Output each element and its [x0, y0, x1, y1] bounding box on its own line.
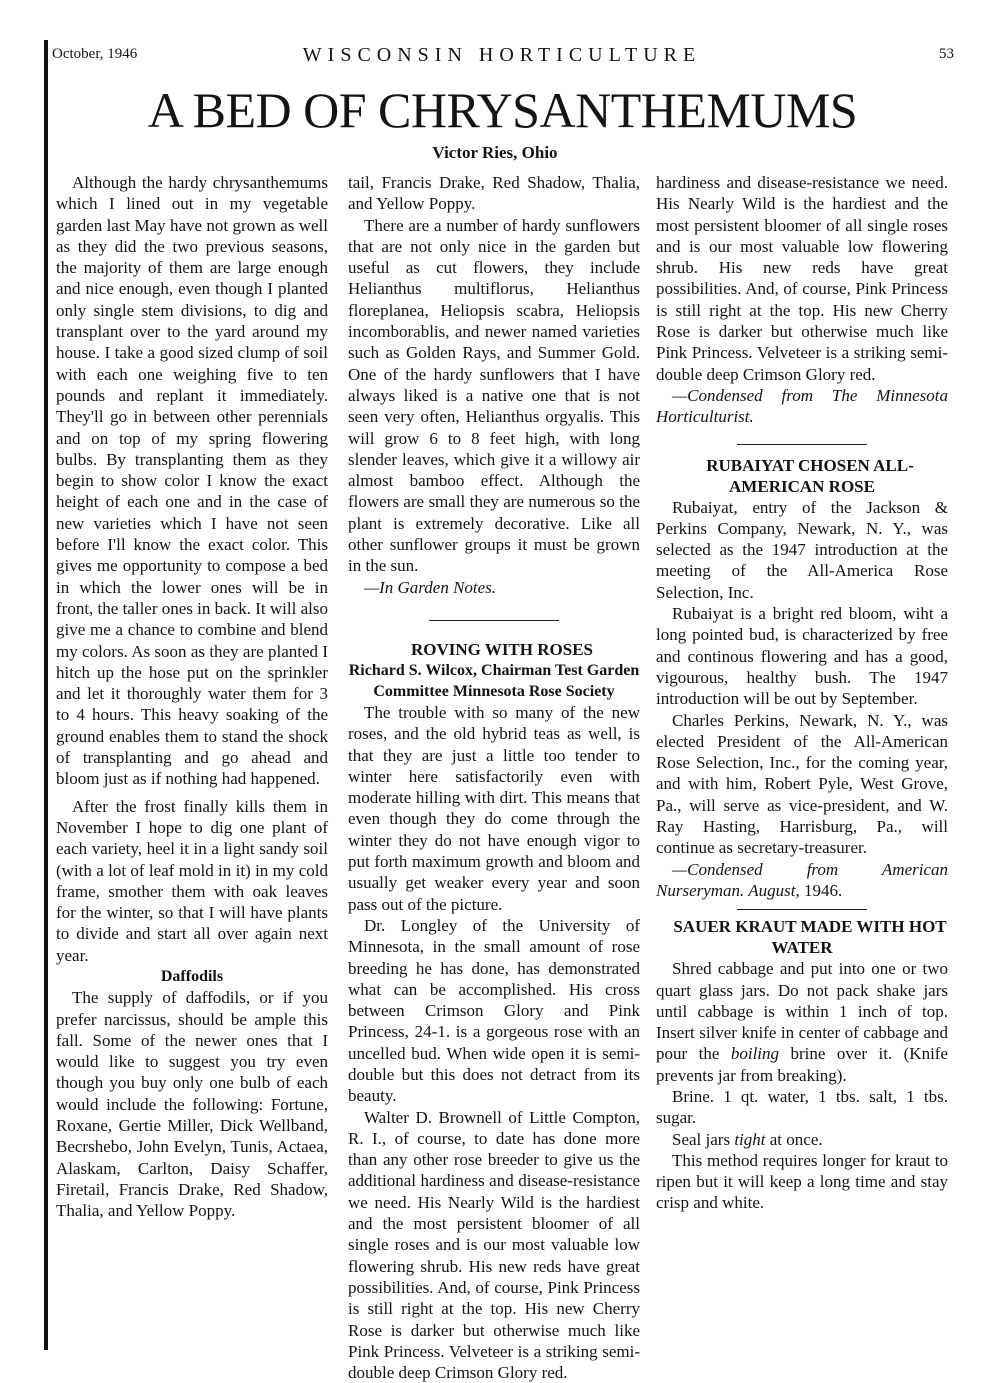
- credit-garden-notes: —In Garden Notes.: [364, 577, 497, 597]
- paragraph: There are a number of hardy sunflowers that are not only nice in the garden but useful as cut flowers, they include Helianthus multiflorus, Helianthus floreplanea, Heliopsis scabra, Heliopsis incomborablis, and newer named varieties such as Golden Rays, and Summer Gold. One of the hardy sunflowers that I have always liked is a native one that is not seen very often, Helianthus orgyalis. This will grow 6 to 8 feet high, with long slender leaves, which give it a willowy air almost bamboo effect. Although the flowers are small they are numerous so the plant is extremely decorative. Like all other sunflower groups it must be grown in the sun.: [348, 215, 640, 576]
- column-3: [656, 172, 948, 1214]
- paragraph: The trouble with so many of the new roses, and the old hybrid teas as well, is that they are just a little too tender to winter here satisfactorily even with moderate hilling with dirt. This means that even though they do come through the winter they do not have enough vigor to put forth maximum growth and bloom and usually get weaker every year and soon pass out of the picture.: [348, 702, 640, 914]
- running-header: [52, 46, 952, 72]
- column-1: [56, 172, 328, 1221]
- subheading-daffodils: Daffodils: [160, 967, 224, 985]
- paragraph: Although the hardy chrysanthemums which I lined out in my vegetable garden last May have not grown as well as they did the two previous seasons, the majority of them are large enough and nice enough, even though I planted only single stem divisions, to dig and transplant over to the yard around my house. I take a good sized clump of soil with each one weighing five to ten pounds and replant it immediately. They'll go in between other perennials and on top of my spring flowering bulbs. By transplanting them as they begin to show color I know the exact height of each one and in the case of new varieties which I have not seen before I'll know the exact color. This gives me opportunity to compose a bed in which the lower ones will be in front, the taller ones in back. It will also give me a chance to combine and blend my colors. As soon as they are planted I hitch up the hose put on the sprinkler and let it thoroughly water them for 3 to 4 hours. This heavy soaking of the ground enables them to stand the shock of transplanting and go ahead and bloom just as if nothing had happened.: [56, 173, 328, 789]
- page-number: 53: [939, 46, 954, 62]
- issue-date: October, 1946: [52, 46, 138, 62]
- credit-minnesota-horticulturist: —Condensed from The Minnesota Horticulturist.: [656, 385, 948, 427]
- paragraph: Shred cabbage and put into one or two quart glass jars. Do not pack shake jars until cabbage is within 1 inch of top. Insert silver knife in center of cabbage and pour the boiling brine over it. (Knife prevents jar from breaking).: [656, 959, 949, 1085]
- section-title-roving-with-roses: ROVING WITH ROSES: [410, 639, 593, 659]
- section-divider: [737, 909, 867, 910]
- page-binding-edge: [44, 40, 48, 1350]
- paragraph: Charles Perkins, Newark, N. Y., was elected President of the All-American Rose Selection, Inc., for the coming year, and with him, Robert Pyle, West Grove, Pa., will serve as vice-president, and W. Ray Hasting, Harrisburg, Pa., will continue as secretary-treasurer.: [656, 710, 948, 858]
- section-title-sauer-kraut: SAUER KRAUT MADE WITH HOT WATER: [673, 917, 947, 958]
- journal-title: WISCONSIN HORTICULTURE: [302, 44, 702, 66]
- paragraph: After the frost finally kills them in November I hope to dig one plant of each variety, heel it in a light sandy soil (with a lot of leaf mold in it) in my cold frame, smother them with oak leaves for the winter, so that I will have plants to divide and start all over again next year.: [56, 796, 328, 965]
- section-title-rubaiyat: RUBAIYAT CHOSEN ALL-AMERICAN ROSE: [706, 455, 914, 496]
- paragraph-continued: hardiness and disease-resistance we need. His Nearly Wild is the hardiest and the most persistent bloomer of all single roses and is our most valuable low flowering shrub. His new reds have great possibilities. And, of course, Pink Princess is still right at the top. His new Cherry Rose is darker but otherwise much like Pink Princess. Velveteer is a striking semi-double deep Crimson Glory red.: [656, 173, 948, 384]
- paragraph: Walter D. Brownell of Little Compton, R. I., of course, to date has done more than any other rose breeder to give us the additional hardiness and disease-resistance we need. His Nearly Wild is the hardiest and the most persistent bloomer of all single roses and is our most valuable low flowering shrub. His new reds have great possibilities. And, of course, Pink Princess is still right at the top. His new Cherry Rose is darker but otherwise much like Pink Princess. Velveteer is a striking semi-double deep Crimson Glory red.: [348, 1107, 640, 1383]
- paragraph-continued: tail, Francis Drake, Red Shadow, Thalia, and Yellow Poppy.: [348, 173, 640, 214]
- credit-american-nurseryman: —Condensed from American Nurseryman. August, 1946.: [656, 859, 948, 900]
- article-title: A BED OF CHRYSANTHEMUMS: [147, 82, 858, 138]
- paragraph: Brine. 1 qt. water, 1 tbs. salt, 1 tbs. sugar.: [656, 1086, 948, 1128]
- article-author: Victor Ries, Ohio: [432, 143, 558, 162]
- paragraph: Dr. Longley of the University of Minnesota, in the small amount of rose breeding he has done, has demonstrated what can be accomplished. His cross between Crimson Glory and Pink Princess, 24-1. is a gorgeous rose with an uncelled bud. When wide open it is semi-double but this does not detract from its beauty.: [348, 915, 640, 1106]
- section-divider: [737, 444, 867, 445]
- paragraph: Rubaiyat, entry of the Jackson & Perkins Company, Newark, N. Y., was selected as the 1947 introduction at the meeting of the All-America Rose Selection, Inc.: [656, 497, 948, 602]
- paragraph: The supply of daffodils, or if you prefer narcissus, should be ample this fall. Some of the newer ones that I would like to suggest you try even though you buy only one bulb of each would include the following: Fortune, Roxane, Gertie Miller, Dick Wellband, Becrshebo, John Evelyn, Tunis, Actaea, Alaskam, Carlton, Daisy Schaffer, Firetail, Francis Drake, Red Shadow, Thalia, and Yellow Poppy.: [56, 988, 328, 1221]
- paragraph: This method requires longer for kraut to ripen but it will keep a long time and stay crisp and white.: [656, 1150, 948, 1213]
- paragraph: Rubaiyat is a bright red bloom, wiht a long pointed bud, is characterized by free and continous flowering and has a good, vigourous, healthy bush. The 1947 introduction will be out by September.: [656, 604, 948, 709]
- section-byline: Richard S. Wilcox, Chairman Test Garden Committee Minnesota Rose Society: [348, 661, 640, 700]
- column-2: [348, 172, 640, 1383]
- section-divider: [429, 620, 559, 621]
- paragraph: Seal jars tight at once.: [672, 1129, 823, 1149]
